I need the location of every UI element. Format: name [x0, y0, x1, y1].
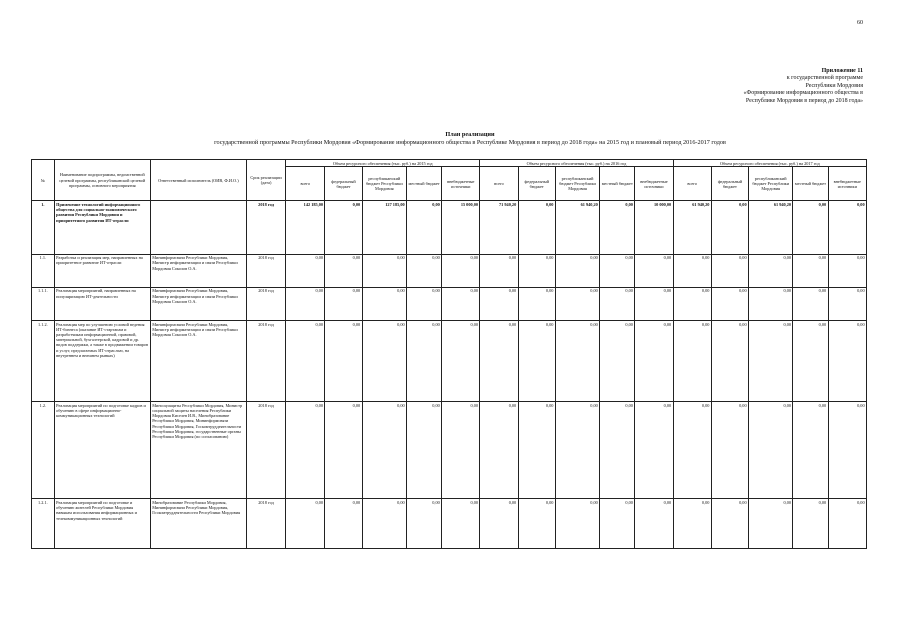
- row-number-cell: 1.2.: [32, 402, 55, 499]
- appendix-line: Республики Мордовия: [805, 82, 863, 89]
- row-name-cell: Применение технологий информационного общества для социально-экономического развития Республики Мордовия и приоритетного развития ИТ-отрасли: [54, 201, 150, 254]
- subheader-cell: республиканский бюджет Республики Мордовия: [555, 167, 599, 201]
- subheader-cell: местный бюджет: [407, 167, 442, 201]
- row-value-cell: 0,00: [828, 201, 866, 254]
- table-row: [32, 320, 867, 401]
- subheader-cell: местный бюджет: [793, 167, 828, 201]
- row-value-cell: 0,00: [711, 402, 748, 499]
- row-number-cell: 1.2.1.: [32, 499, 55, 548]
- header-num: №: [32, 160, 55, 201]
- page-number: 60: [857, 20, 863, 26]
- row-value-cell: 0,00: [600, 499, 635, 548]
- appendix-line: Республике Мордовия в период до 2018 года»: [745, 97, 863, 104]
- row-value-cell: 0,00: [442, 499, 480, 548]
- row-value-cell: 61 940,20: [555, 201, 599, 254]
- row-value-cell: 0,00: [635, 254, 673, 287]
- appendix-block: [663, 68, 863, 105]
- appendix-line: «Формирование информационного общества в: [743, 90, 863, 97]
- row-value-cell: 0,00: [749, 287, 793, 320]
- row-value-cell: 0,00: [635, 320, 673, 401]
- row-value-cell: 0,00: [480, 287, 518, 320]
- table-row: [32, 201, 867, 254]
- row-value-cell: 0,00: [673, 402, 711, 499]
- row-value-cell: 0,00: [286, 254, 325, 287]
- row-responsible-cell: Минсоцзащиты Республики Мордовия, Министр социальной защиты населения Республики Мордовия Киселев И.В., Минобразование Республики Мордовия, Мининформсвязи Республики Мордовия, Госкомтруддеятельности Республики Мордовия, государственные органы Республики Мордовия (по согласованию): [150, 402, 246, 499]
- row-term-cell: 2018 год: [246, 254, 285, 287]
- row-responsible-cell: [150, 201, 246, 254]
- row-value-cell: 0,00: [442, 254, 480, 287]
- row-value-cell: 0,00: [407, 402, 442, 499]
- subheader-cell: местный бюджет: [600, 167, 635, 201]
- row-name-cell: Реализация мероприятий по подготовке и обучению жителей Республики Мордовия навыкам использования информационных и телекоммуникационных технологий: [54, 499, 150, 548]
- subheader-cell: всего: [673, 167, 711, 201]
- row-value-cell: 0,00: [673, 320, 711, 401]
- row-value-cell: 0,00: [518, 320, 555, 401]
- row-value-cell: 0,00: [407, 320, 442, 401]
- row-value-cell: 0,00: [749, 254, 793, 287]
- row-value-cell: 0,00: [480, 320, 518, 401]
- row-value-cell: 0,00: [749, 402, 793, 499]
- row-value-cell: 0,00: [635, 402, 673, 499]
- row-responsible-cell: Мининформсвязи Республики Мордовия, Министр информатизации и связи Республики Мордовия Соколов О.А.: [150, 320, 246, 401]
- row-term-cell: 2018 год: [246, 287, 285, 320]
- implementation-plan-table: [31, 159, 867, 549]
- row-value-cell: 0,00: [711, 287, 748, 320]
- row-number-cell: 1.1.: [32, 254, 55, 287]
- header-term: Срок реализации (дата): [246, 160, 285, 201]
- row-value-cell: 0,00: [480, 499, 518, 548]
- row-value-cell: 0,00: [325, 402, 362, 499]
- row-value-cell: 61 940,20: [673, 201, 711, 254]
- row-term-cell: 2018 год: [246, 320, 285, 401]
- row-value-cell: 0,00: [828, 287, 866, 320]
- row-value-cell: 0,00: [407, 499, 442, 548]
- header-row: [32, 160, 867, 167]
- plan-heading: [120, 131, 820, 147]
- row-value-cell: 0,00: [793, 201, 828, 254]
- subheader-cell: внебюджетные источники: [442, 167, 480, 201]
- table-row: [32, 402, 867, 499]
- row-name-cell: Реализация мер по улучшению условий ведения ИТ-бизнеса (оказание ИТ-стартапам и разработчикам информационной, правовой, материальной, бухгалтерской, кадровой и др. видов поддержки, а также в продвижении товаров и услуг, предлагаемых ИТ-отраслью, на внутреннем и внешнем рынках): [54, 320, 150, 401]
- row-value-cell: 0,00: [407, 201, 442, 254]
- row-value-cell: 0,00: [828, 254, 866, 287]
- row-value-cell: 0,00: [673, 254, 711, 287]
- row-value-cell: 142 185,00: [286, 201, 325, 254]
- row-value-cell: 0,00: [600, 254, 635, 287]
- row-value-cell: 0,00: [325, 499, 362, 548]
- plan-title: План реализации: [445, 131, 495, 138]
- table-row: [32, 254, 867, 287]
- table-row: [32, 287, 867, 320]
- row-number-cell: 1.1.1.: [32, 287, 55, 320]
- row-name-cell: Реализация мероприятий, направленных на популяризацию ИТ-деятельности: [54, 287, 150, 320]
- row-value-cell: 71 940,20: [480, 201, 518, 254]
- row-value-cell: 0,00: [555, 499, 599, 548]
- row-value-cell: 0,00: [286, 320, 325, 401]
- row-value-cell: 0,00: [711, 254, 748, 287]
- row-value-cell: 0,00: [600, 287, 635, 320]
- row-value-cell: 0,00: [325, 254, 362, 287]
- subheader-cell: всего: [286, 167, 325, 201]
- row-value-cell: 0,00: [600, 402, 635, 499]
- row-responsible-cell: Мининформсвязи Республики Мордовия, Министр информатизации и связи Республики Мордовия Соколов О.А.: [150, 254, 246, 287]
- row-value-cell: 0,00: [325, 320, 362, 401]
- row-value-cell: 0,00: [555, 320, 599, 401]
- row-name-cell: Разработка и реализация мер, направленных на приоритетное развитие ИТ-отрасли: [54, 254, 150, 287]
- table-row: [32, 499, 867, 548]
- header-group-2015: Объем ресурсного обеспечения (тыс. руб.) на 2015 год: [286, 160, 480, 167]
- subheader-cell: всего: [480, 167, 518, 201]
- row-value-cell: 10 000,00: [635, 201, 673, 254]
- row-value-cell: 0,00: [442, 402, 480, 499]
- row-value-cell: 0,00: [793, 320, 828, 401]
- row-value-cell: 0,00: [518, 402, 555, 499]
- header-group-2016: Объем ресурсного обеспечения (тыс. руб.) на 2016 год: [480, 160, 673, 167]
- appendix-title: Приложение 11: [821, 68, 863, 74]
- row-value-cell: 0,00: [749, 499, 793, 548]
- subheader-cell: внебюджетные источники: [828, 167, 866, 201]
- subheader-cell: внебюджетные источники: [635, 167, 673, 201]
- row-term-cell: 2018 год: [246, 201, 285, 254]
- row-value-cell: 0,00: [635, 287, 673, 320]
- row-value-cell: 0,00: [828, 499, 866, 548]
- row-value-cell: 0,00: [362, 254, 406, 287]
- row-value-cell: 0,00: [749, 320, 793, 401]
- row-value-cell: 0,00: [518, 201, 555, 254]
- row-value-cell: 0,00: [711, 201, 748, 254]
- row-value-cell: 0,00: [362, 320, 406, 401]
- row-value-cell: 0,00: [828, 402, 866, 499]
- row-value-cell: 0,00: [600, 201, 635, 254]
- row-name-cell: Реализация мероприятий по подготовке кадров и обучению в сфере информационно-коммуникационных технологий: [54, 402, 150, 499]
- plan-subtitle: государственной программы Республики Мордовия «Формирование информационного общества в Республике Мордовия в период до 2018 года» на 2015 год и плановый период 2016-2017 годов: [214, 139, 726, 146]
- row-value-cell: 0,00: [711, 320, 748, 401]
- row-value-cell: 0,00: [325, 287, 362, 320]
- row-value-cell: 0,00: [711, 499, 748, 548]
- row-value-cell: 0,00: [600, 320, 635, 401]
- row-value-cell: 0,00: [518, 254, 555, 287]
- row-value-cell: 0,00: [480, 402, 518, 499]
- header-responsible: Ответственный исполнитель (ОИВ, Ф.И.О.): [150, 160, 246, 201]
- row-number-cell: 1.1.2.: [32, 320, 55, 401]
- row-value-cell: 0,00: [362, 499, 406, 548]
- row-value-cell: 0,00: [362, 402, 406, 499]
- subheader-cell: федеральный бюджет: [518, 167, 555, 201]
- appendix-line: к государственной программе: [786, 75, 863, 82]
- row-value-cell: 0,00: [407, 287, 442, 320]
- row-term-cell: 2018 год: [246, 499, 285, 548]
- row-value-cell: 0,00: [442, 287, 480, 320]
- row-value-cell: 0,00: [635, 499, 673, 548]
- row-value-cell: 0,00: [673, 287, 711, 320]
- row-value-cell: 0,00: [793, 402, 828, 499]
- row-value-cell: 0,00: [286, 499, 325, 548]
- row-value-cell: 0,00: [793, 499, 828, 548]
- row-value-cell: 0,00: [555, 254, 599, 287]
- row-responsible-cell: Минобразование Республики Мордовия, Мининформсвязи Республики Мордовия, Госкомтруддеятельности Республики Мордовия: [150, 499, 246, 548]
- row-value-cell: 0,00: [442, 320, 480, 401]
- subheader-cell: республиканский бюджет Республики Мордовия: [362, 167, 406, 201]
- row-responsible-cell: Мининформсвязи Республики Мордовия, Министр информатизации и связи Республики Мордовия Соколов О.А.: [150, 287, 246, 320]
- subheader-cell: федеральный бюджет: [711, 167, 748, 201]
- row-value-cell: 0,00: [325, 201, 362, 254]
- row-value-cell: 0,00: [555, 402, 599, 499]
- subheader-cell: республиканский бюджет Республики Мордовия: [749, 167, 793, 201]
- row-value-cell: 0,00: [362, 287, 406, 320]
- row-value-cell: 0,00: [480, 254, 518, 287]
- subheader-cell: федеральный бюджет: [325, 167, 362, 201]
- row-value-cell: 0,00: [673, 499, 711, 548]
- row-value-cell: 0,00: [407, 254, 442, 287]
- row-value-cell: 127 185,00: [362, 201, 406, 254]
- row-value-cell: 0,00: [286, 402, 325, 499]
- row-value-cell: 0,00: [555, 287, 599, 320]
- row-value-cell: 0,00: [286, 287, 325, 320]
- row-number-cell: 1.: [32, 201, 55, 254]
- table-body: [32, 201, 867, 548]
- row-term-cell: 2018 год: [246, 402, 285, 499]
- header-name: Наименование подпрограммы, ведомственной целевой программы, республиканской целевой программы, основного мероприятия: [54, 160, 150, 201]
- row-value-cell: 0,00: [793, 287, 828, 320]
- row-value-cell: 15 000,00: [442, 201, 480, 254]
- row-value-cell: 0,00: [793, 254, 828, 287]
- row-value-cell: 0,00: [518, 287, 555, 320]
- header-group-2017: Объем ресурсного обеспечения (тыс. руб.) на 2017 год: [673, 160, 866, 167]
- row-value-cell: 0,00: [828, 320, 866, 401]
- row-value-cell: 61 940,20: [749, 201, 793, 254]
- row-value-cell: 0,00: [518, 499, 555, 548]
